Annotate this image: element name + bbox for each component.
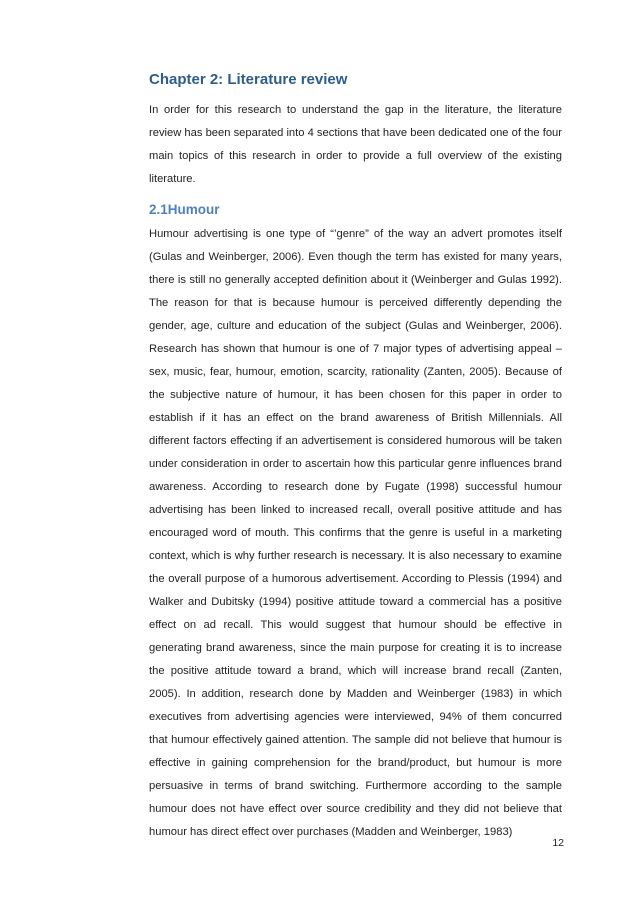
page-content xyxy=(149,70,562,844)
section-paragraph: Humour advertising is one type of “’genre” of the way an advert promotes itself (Gulas and Weinberger, 2006). Even though the term has existed for many years, there is still no generally accepted definition about it (Weinberger and Gulas 1992). The reason for that is because humour is perceived differently depending the gender, age, culture and education of the subject (Gulas and Weinberger, 2006). Research has shown that humour is one of 7 major types of advertising appeal – sex, music, fear, humour, emotion, scarcity, rationality (Zanten, 2005). Because of the subjective nature of humour, it has been chosen for this paper in order to establish if it has an effect on the brand awareness of British Millennials. All different factors effecting if an advertisement is considered humorous will be taken under consideration in order to ascertain how this particular genre influences brand awareness. According to research done by Fugate (1998) successful humour advertising has been linked to increased recall, overall positive attitude and has encouraged word of mouth. This confirms that the genre is useful in a marketing context, which is why further research is necessary. It is also necessary to examine the overall purpose of a humorous advertisement. According to Plessis (1994) and Walker and Dubitsky (1994) positive attitude toward a commercial has a positive effect on ad recall. This would suggest that humour should be effective in generating brand awareness, since the main purpose for creating it is to increase the positive attitude toward a brand, which will increase brand recall (Zanten, 2005). In addition, research done by Madden and Weinberger (1983) in which executives from advertising agencies were interviewed, 94% of them concurred that humour effectively gained attention. The sample did not believe that humour is effective in gaining comprehension for the brand/product, but humour is more persuasive in terms of brand switching. Furthermore according to the sample humour does not have effect over source credibility and they did not believe that humour has direct effect over purchases (Madden and Weinberger, 1983) xyxy=(149,228,562,838)
page-number: 12 xyxy=(552,837,564,849)
chapter-title: Chapter 2: Literature review xyxy=(149,71,348,88)
intro-paragraph: In order for this research to understand the gap in the literature, the literature review has been separated into 4 sections that have been dedicated one of the four main topics of this research in order to provide a full overview of the existing literature. xyxy=(149,104,562,185)
section-title: 2.1Humour xyxy=(149,202,220,217)
